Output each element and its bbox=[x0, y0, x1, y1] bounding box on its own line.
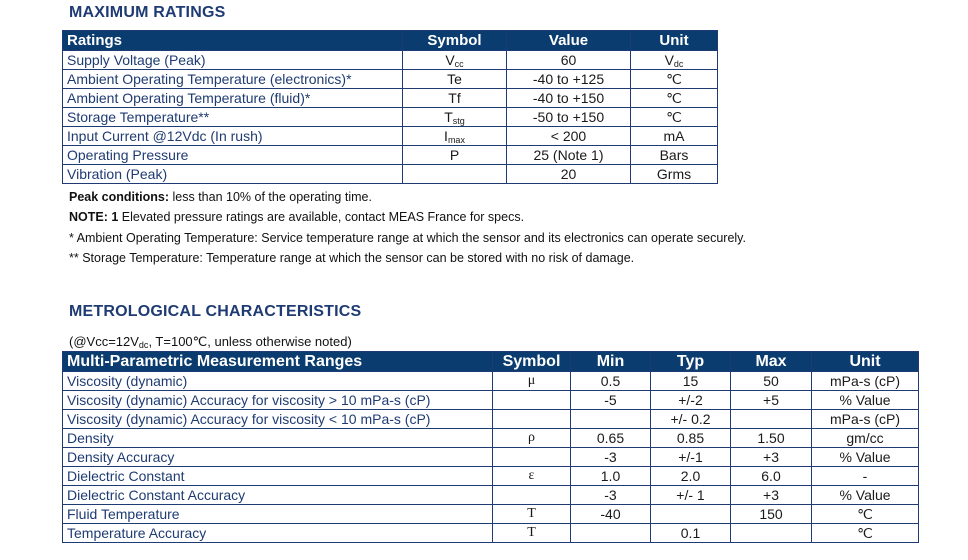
max-cell bbox=[731, 467, 812, 486]
parameter-cell-text: Temperature Accuracy bbox=[67, 525, 207, 541]
typ-cell-text: +/-1 bbox=[678, 449, 703, 465]
col-ranges: Multi-Parametric Measurement Ranges bbox=[63, 352, 493, 372]
unit-cell bbox=[812, 524, 919, 543]
unit-cell bbox=[812, 505, 919, 524]
table-row bbox=[63, 70, 718, 89]
min-cell-text: 0.65 bbox=[596, 430, 625, 446]
rating-cell bbox=[63, 146, 403, 165]
max-cell-text: 1.50 bbox=[757, 430, 785, 446]
unit-cell-text: % Value bbox=[839, 449, 891, 465]
value-cell-text: -40 to +150 bbox=[532, 90, 605, 106]
typ-cell-text: 0.1 bbox=[680, 525, 701, 541]
max-cell-text: 150 bbox=[759, 506, 783, 522]
table-row bbox=[63, 429, 919, 448]
unit-cell-text: Bars bbox=[659, 147, 689, 163]
table-row bbox=[63, 127, 718, 146]
rating-cell bbox=[63, 51, 403, 70]
typ-cell-text: 15 bbox=[682, 373, 699, 389]
parameter-cell-text: Viscosity (dynamic) bbox=[67, 373, 188, 389]
value-cell bbox=[507, 127, 631, 146]
min-cell bbox=[571, 524, 651, 543]
typ-cell bbox=[651, 429, 731, 448]
unit-cell-text: gm/cc bbox=[846, 430, 884, 446]
table-row bbox=[63, 372, 919, 391]
symbol-cell-text: Te bbox=[447, 71, 462, 87]
parameter-cell-text: Viscosity (dynamic) Accuracy for viscosity < 10 mPa-s (cP) bbox=[67, 411, 431, 427]
min-cell bbox=[571, 467, 651, 486]
unit-cell-text: ℃ bbox=[857, 525, 873, 541]
note1-label: NOTE: 1 bbox=[69, 210, 119, 224]
max-cell bbox=[731, 448, 812, 467]
max-cell bbox=[731, 505, 812, 524]
col-symbol: Symbol bbox=[493, 352, 571, 372]
typ-cell-text: +/-2 bbox=[678, 392, 703, 408]
col-unit: Unit bbox=[812, 352, 919, 372]
typ-cell bbox=[651, 391, 731, 410]
unit-cell-text: ℃ bbox=[666, 90, 682, 106]
symbol-cell bbox=[493, 410, 571, 429]
table-row bbox=[63, 146, 718, 165]
parameter-cell-text: Dielectric Constant Accuracy bbox=[67, 487, 246, 503]
parameter-cell-text: Density bbox=[67, 430, 114, 446]
min-cell bbox=[571, 372, 651, 391]
min-cell-text: -5 bbox=[604, 392, 617, 408]
max-cell bbox=[731, 410, 812, 429]
typ-cell-text: 0.85 bbox=[676, 430, 705, 446]
max-cell-text: 6.0 bbox=[761, 468, 781, 484]
rating-cell-text: Supply Voltage (Peak) bbox=[67, 52, 206, 68]
typ-cell bbox=[651, 448, 731, 467]
value-cell-text: < 200 bbox=[550, 128, 587, 144]
typ-cell-text: 2.0 bbox=[680, 468, 701, 484]
symbol-cell-text: Tf bbox=[448, 90, 461, 106]
min-cell-text: 0.5 bbox=[600, 373, 621, 389]
unit-cell bbox=[812, 410, 919, 429]
cond-sub: dc bbox=[138, 340, 149, 350]
symbol-cell bbox=[493, 524, 571, 543]
max-cell-text: +3 bbox=[763, 449, 779, 465]
symbol-cell bbox=[493, 486, 571, 505]
value-cell bbox=[507, 89, 631, 108]
min-cell bbox=[571, 505, 651, 524]
typ-cell-text: +/- 1 bbox=[676, 487, 705, 503]
value-cell bbox=[507, 108, 631, 127]
note-1 bbox=[69, 210, 524, 224]
value-cell bbox=[507, 51, 631, 70]
max-ratings-table bbox=[62, 30, 718, 184]
table-row bbox=[63, 165, 718, 184]
unit-cell bbox=[812, 467, 919, 486]
max-ratings-title: MAXIMUM RATINGS bbox=[69, 4, 226, 21]
table-row bbox=[63, 467, 919, 486]
max-cell bbox=[731, 486, 812, 505]
typ-cell bbox=[651, 467, 731, 486]
cond-pre: (@Vcc=12V bbox=[69, 334, 139, 349]
parameter-cell bbox=[63, 467, 493, 486]
rating-cell-text: Vibration (Peak) bbox=[67, 166, 168, 182]
table-row bbox=[63, 108, 718, 127]
parameter-cell bbox=[63, 410, 493, 429]
typ-cell-text: +/- 0.2 bbox=[670, 411, 711, 427]
parameter-cell bbox=[63, 372, 493, 391]
col-min: Min bbox=[571, 352, 651, 372]
symbol-cell bbox=[493, 467, 571, 486]
symbol-cell bbox=[493, 391, 571, 410]
min-cell bbox=[571, 448, 651, 467]
min-cell bbox=[571, 410, 651, 429]
unit-cell bbox=[631, 108, 718, 127]
value-cell-text: -40 to +125 bbox=[532, 71, 605, 87]
max-ratings-header-row bbox=[63, 31, 718, 51]
symbol-cell bbox=[493, 429, 571, 448]
symbol-cell bbox=[493, 505, 571, 524]
max-cell bbox=[731, 372, 812, 391]
symbol-cell bbox=[403, 165, 507, 184]
value-cell bbox=[507, 165, 631, 184]
typ-cell bbox=[651, 410, 731, 429]
max-cell bbox=[731, 429, 812, 448]
max-cell bbox=[731, 524, 812, 543]
symbol-cell bbox=[403, 146, 507, 165]
symbol-cell-subscript: max bbox=[447, 135, 465, 145]
rating-cell bbox=[63, 127, 403, 146]
symbol-cell-text: μ bbox=[527, 373, 536, 388]
note1-text: Elevated pressure ratings are available, contact MEAS France for specs. bbox=[118, 210, 525, 224]
symbol-cell bbox=[403, 108, 507, 127]
min-cell bbox=[571, 486, 651, 505]
cond-post: , T=100℃, unless otherwise noted) bbox=[148, 334, 352, 349]
rating-cell-text: Storage Temperature** bbox=[67, 109, 210, 125]
col-max: Max bbox=[731, 352, 812, 372]
symbol-cell-subscript: stg bbox=[452, 116, 465, 126]
min-cell-text: -40 bbox=[600, 506, 621, 522]
parameter-cell-text: Dielectric Constant bbox=[67, 468, 185, 484]
min-cell bbox=[571, 429, 651, 448]
symbol-cell-subscript: cc bbox=[454, 59, 464, 69]
unit-cell-text: - bbox=[862, 468, 868, 484]
table-row bbox=[63, 448, 919, 467]
storage-note: ** Storage Temperature: Temperature range at which the sensor can be stored with no risk of damage. bbox=[69, 251, 635, 265]
typ-cell bbox=[651, 505, 731, 524]
symbol-cell-text: P bbox=[449, 147, 460, 163]
symbol-cell bbox=[403, 70, 507, 89]
max-cell-text: 50 bbox=[763, 373, 779, 389]
peak-text: less than 10% of the operating time. bbox=[169, 190, 372, 204]
rating-cell-text: Ambient Operating Temperature (fluid)* bbox=[67, 90, 311, 106]
value-cell-text: -50 to +150 bbox=[532, 109, 605, 125]
unit-cell-text: % Value bbox=[839, 487, 891, 503]
symbol-cell bbox=[493, 448, 571, 467]
unit-cell-text: ℃ bbox=[857, 506, 873, 522]
symbol-cell-text: ε bbox=[528, 468, 535, 483]
unit-cell-text: ℃ bbox=[666, 71, 682, 87]
table-row bbox=[63, 51, 718, 70]
unit-cell bbox=[812, 391, 919, 410]
typ-cell bbox=[651, 524, 731, 543]
rating-cell bbox=[63, 108, 403, 127]
rating-cell bbox=[63, 89, 403, 108]
symbol-cell bbox=[493, 372, 571, 391]
unit-cell-text: mPa-s (cP) bbox=[830, 373, 900, 389]
table-row bbox=[63, 505, 919, 524]
metrological-header-row bbox=[63, 352, 919, 372]
parameter-cell bbox=[63, 524, 493, 543]
metrological-title: METROLOGICAL CHARACTERISTICS bbox=[69, 303, 362, 320]
value-cell-text: 20 bbox=[560, 166, 577, 182]
unit-cell-text: V bbox=[664, 52, 674, 68]
table-row bbox=[63, 524, 919, 543]
ambient-note: * Ambient Operating Temperature: Service temperature range at which the sensor and its electronics can operate securely. bbox=[69, 231, 746, 245]
min-cell-text: -3 bbox=[604, 449, 617, 465]
metrological-table bbox=[62, 351, 919, 543]
unit-cell bbox=[812, 486, 919, 505]
unit-cell bbox=[631, 165, 718, 184]
unit-cell bbox=[631, 89, 718, 108]
rating-cell-text: Operating Pressure bbox=[67, 147, 189, 163]
min-cell-text: 1.0 bbox=[600, 468, 621, 484]
unit-cell bbox=[812, 448, 919, 467]
value-cell bbox=[507, 70, 631, 89]
symbol-cell-text: ρ bbox=[528, 430, 535, 445]
min-cell-text: -3 bbox=[604, 487, 617, 503]
max-cell-text: +5 bbox=[763, 392, 779, 408]
table-row bbox=[63, 391, 919, 410]
unit-cell bbox=[631, 70, 718, 89]
unit-cell-subscript: dc bbox=[673, 59, 684, 69]
table-row bbox=[63, 486, 919, 505]
rating-cell bbox=[63, 165, 403, 184]
max-cell-text: +3 bbox=[763, 487, 779, 503]
rating-cell-text: Ambient Operating Temperature (electronics)* bbox=[67, 71, 352, 87]
symbol-cell-text: V bbox=[445, 52, 455, 68]
unit-cell bbox=[631, 127, 718, 146]
symbol-cell-text: T bbox=[444, 109, 453, 125]
conditions-note bbox=[69, 334, 352, 350]
symbol-cell bbox=[403, 127, 507, 146]
col-ratings: Ratings bbox=[63, 31, 403, 51]
parameter-cell-text: Viscosity (dynamic) Accuracy for viscosity > 10 mPa-s (cP) bbox=[67, 392, 431, 408]
min-cell bbox=[571, 391, 651, 410]
value-cell-text: 25 (Note 1) bbox=[533, 147, 604, 163]
col-symbol: Symbol bbox=[403, 31, 507, 51]
symbol-cell-text: I bbox=[444, 128, 448, 144]
parameter-cell bbox=[63, 429, 493, 448]
unit-cell bbox=[631, 146, 718, 165]
typ-cell bbox=[651, 372, 731, 391]
symbol-cell bbox=[403, 89, 507, 108]
unit-cell bbox=[812, 372, 919, 391]
col-value: Value bbox=[507, 31, 631, 51]
rating-cell-text: Input Current @12Vdc (In rush) bbox=[67, 128, 263, 144]
parameter-cell-text: Fluid Temperature bbox=[67, 506, 180, 522]
max-cell bbox=[731, 391, 812, 410]
table-row bbox=[63, 410, 919, 429]
peak-conditions-note bbox=[69, 190, 372, 204]
value-cell-text: 60 bbox=[560, 52, 577, 68]
unit-cell-text: mPa-s (cP) bbox=[830, 411, 900, 427]
col-typ: Typ bbox=[651, 352, 731, 372]
symbol-cell bbox=[403, 51, 507, 70]
peak-label: Peak conditions: bbox=[69, 190, 170, 204]
unit-cell-text: ℃ bbox=[666, 109, 682, 125]
unit-cell bbox=[631, 51, 718, 70]
parameter-cell bbox=[63, 391, 493, 410]
rating-cell bbox=[63, 70, 403, 89]
col-unit: Unit bbox=[631, 31, 718, 51]
unit-cell-text: % Value bbox=[839, 392, 891, 408]
unit-cell-text: mA bbox=[663, 128, 685, 144]
unit-cell-text: Grms bbox=[656, 166, 692, 182]
table-row bbox=[63, 89, 718, 108]
parameter-cell bbox=[63, 448, 493, 467]
parameter-cell bbox=[63, 486, 493, 505]
typ-cell bbox=[651, 486, 731, 505]
symbol-cell-text: T bbox=[527, 525, 536, 540]
unit-cell bbox=[812, 429, 919, 448]
symbol-cell-text: T bbox=[527, 506, 536, 521]
parameter-cell-text: Density Accuracy bbox=[67, 449, 175, 465]
value-cell bbox=[507, 146, 631, 165]
parameter-cell bbox=[63, 505, 493, 524]
